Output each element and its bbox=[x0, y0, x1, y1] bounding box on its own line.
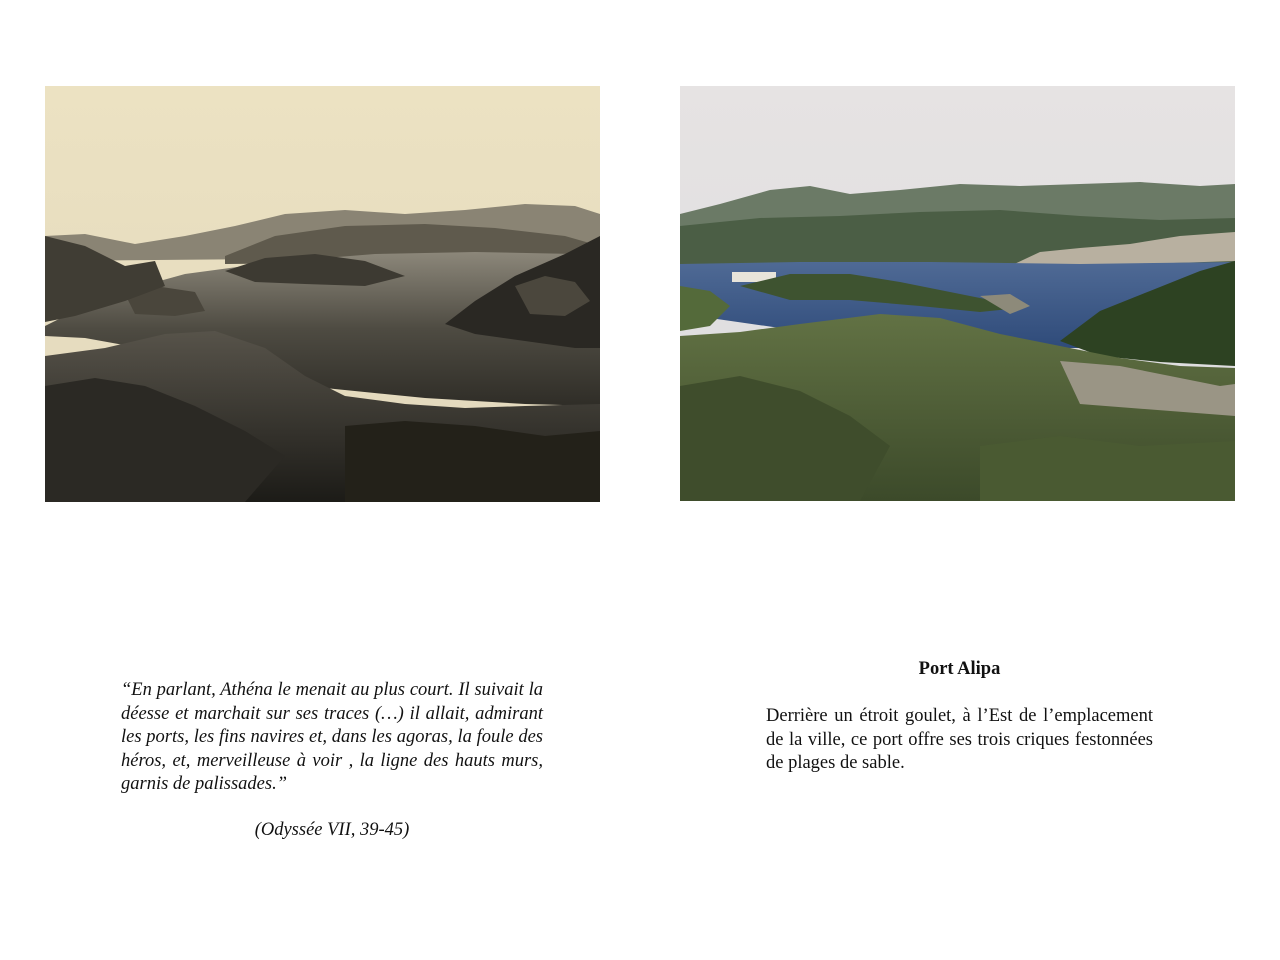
odyssey-quote: “En parlant, Athéna le menait au plus court. Il suivait la déesse et marchait sur ses traces (…) il allait, admirant les ports, les fins navires et, dans les agoras, la foule des héros, et, merveilleuse à voir , la ligne des hauts murs, garnis de palissades.” bbox=[121, 680, 543, 794]
caption-text: Derrière un étroit goulet, à l’Est de l’emplacement de la ville, ce port offre ses trois criques festonnées de plages de sable. bbox=[766, 706, 1153, 773]
modern-bay-photo bbox=[680, 86, 1235, 501]
modern-bay-image bbox=[680, 86, 1235, 501]
quote-source: (Odyssée VII, 39-45) bbox=[254, 820, 410, 840]
caption-title: Port Alipa bbox=[918, 659, 1001, 679]
historic-bay-photo bbox=[45, 86, 600, 502]
historic-bay-image bbox=[45, 86, 600, 502]
